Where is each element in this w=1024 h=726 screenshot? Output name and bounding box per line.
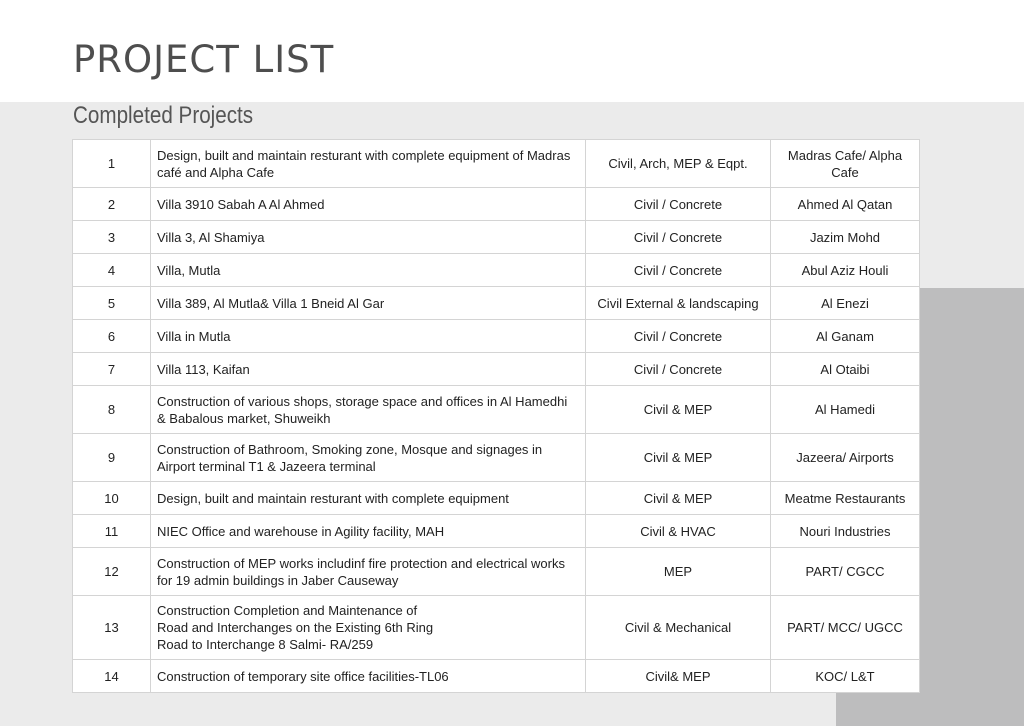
project-description-cell: Construction of MEP works includinf fire protection and electrical works for 19 admin buildings in Jaber Causeway xyxy=(151,548,586,596)
project-client-cell: KOC/ L&T xyxy=(771,660,920,693)
project-description-cell: Construction of various shops, storage space and offices in Al Hamedhi & Babalous market, Shuweikh xyxy=(151,386,586,434)
project-scope-cell: Civil & Mechanical xyxy=(586,596,771,660)
project-client-cell: Ahmed Al Qatan xyxy=(771,188,920,221)
project-client-cell: PART/ CGCC xyxy=(771,548,920,596)
project-number-cell: 14 xyxy=(73,660,151,693)
project-description-cell: Villa 389, Al Mutla& Villa 1 Bneid Al Gar xyxy=(151,287,586,320)
project-description-cell: Construction of Bathroom, Smoking zone, Mosque and signages in Airport terminal T1 & Jazeera terminal xyxy=(151,434,586,482)
project-client-cell: Madras Cafe/ Alpha Cafe xyxy=(771,140,920,188)
table-row xyxy=(73,353,920,386)
projects-table-body xyxy=(73,140,920,693)
project-description-cell: Construction of temporary site office facilities-TL06 xyxy=(151,660,586,693)
table-row xyxy=(73,548,920,596)
project-number-cell: 3 xyxy=(73,221,151,254)
projects-table xyxy=(72,139,920,693)
project-client-cell: Al Otaibi xyxy=(771,353,920,386)
project-description-cell: NIEC Office and warehouse in Agility facility, MAH xyxy=(151,515,586,548)
project-scope-cell: MEP xyxy=(586,548,771,596)
project-client-cell: PART/ MCC/ UGCC xyxy=(771,596,920,660)
project-number-cell: 2 xyxy=(73,188,151,221)
project-number-cell: 6 xyxy=(73,320,151,353)
table-row xyxy=(73,188,920,221)
project-scope-cell: Civil & MEP xyxy=(586,386,771,434)
project-client-cell: Meatme Restaurants xyxy=(771,482,920,515)
table-row xyxy=(73,386,920,434)
project-scope-cell: Civil / Concrete xyxy=(586,254,771,287)
table-row xyxy=(73,140,920,188)
project-scope-cell: Civil& MEP xyxy=(586,660,771,693)
table-row xyxy=(73,320,920,353)
project-scope-cell: Civil & HVAC xyxy=(586,515,771,548)
project-number-cell: 9 xyxy=(73,434,151,482)
table-row xyxy=(73,254,920,287)
page-title: PROJECT LIST xyxy=(73,38,335,81)
project-number-cell: 4 xyxy=(73,254,151,287)
project-description-cell: Villa 113, Kaifan xyxy=(151,353,586,386)
project-description-cell: Design, built and maintain resturant with complete equipment xyxy=(151,482,586,515)
project-client-cell: Jazim Mohd xyxy=(771,221,920,254)
project-client-cell: Jazeera/ Airports xyxy=(771,434,920,482)
project-client-cell: Al Enezi xyxy=(771,287,920,320)
table-row xyxy=(73,482,920,515)
project-description-cell: Villa in Mutla xyxy=(151,320,586,353)
project-scope-cell: Civil / Concrete xyxy=(586,353,771,386)
project-scope-cell: Civil & MEP xyxy=(586,434,771,482)
table-row xyxy=(73,596,920,660)
table-row xyxy=(73,660,920,693)
project-scope-cell: Civil / Concrete xyxy=(586,188,771,221)
project-scope-cell: Civil / Concrete xyxy=(586,221,771,254)
project-number-cell: 13 xyxy=(73,596,151,660)
project-number-cell: 10 xyxy=(73,482,151,515)
project-scope-cell: Civil External & landscaping xyxy=(586,287,771,320)
project-number-cell: 5 xyxy=(73,287,151,320)
project-description-cell: Construction Completion and Maintenance of Road and Interchanges on the Existing 6th Ring Road to Interchange 8 Salmi- RA/259 xyxy=(151,596,586,660)
project-client-cell: Abul Aziz Houli xyxy=(771,254,920,287)
table-row xyxy=(73,515,920,548)
project-description-cell: Villa 3910 Sabah A Al Ahmed xyxy=(151,188,586,221)
project-number-cell: 1 xyxy=(73,140,151,188)
section-title: Completed Projects xyxy=(73,102,254,129)
project-number-cell: 8 xyxy=(73,386,151,434)
project-description-cell: Villa, Mutla xyxy=(151,254,586,287)
table-row xyxy=(73,434,920,482)
project-client-cell: Al Ganam xyxy=(771,320,920,353)
project-scope-cell: Civil / Concrete xyxy=(586,320,771,353)
project-number-cell: 7 xyxy=(73,353,151,386)
project-client-cell: Nouri Industries xyxy=(771,515,920,548)
project-scope-cell: Civil & MEP xyxy=(586,482,771,515)
table-row xyxy=(73,221,920,254)
project-number-cell: 11 xyxy=(73,515,151,548)
table-row xyxy=(73,287,920,320)
project-description-cell: Design, built and maintain resturant with complete equipment of Madras café and Alpha Cafe xyxy=(151,140,586,188)
project-scope-cell: Civil, Arch, MEP & Eqpt. xyxy=(586,140,771,188)
project-client-cell: Al Hamedi xyxy=(771,386,920,434)
project-description-cell: Villa 3, Al Shamiya xyxy=(151,221,586,254)
project-number-cell: 12 xyxy=(73,548,151,596)
